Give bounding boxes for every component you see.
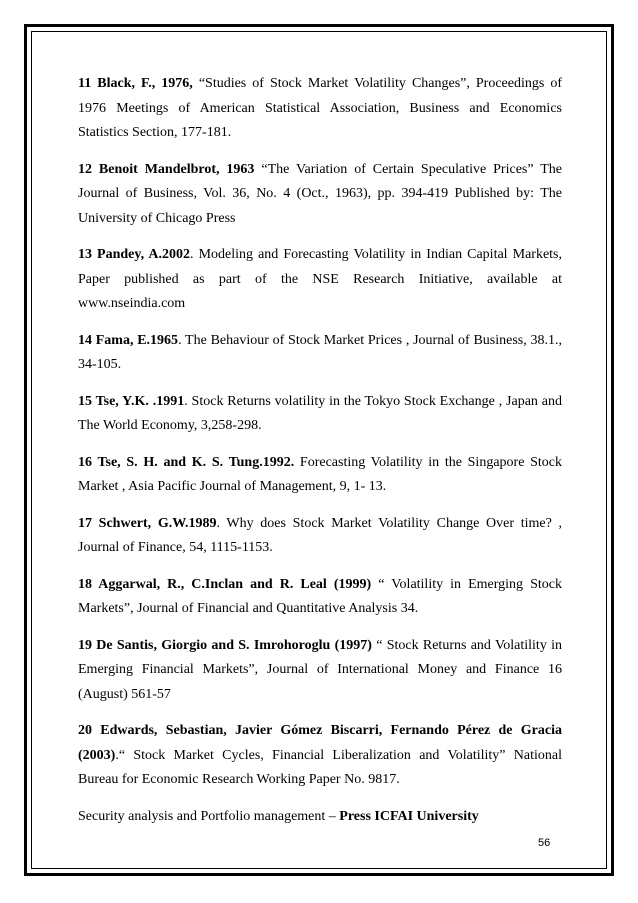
- reference-text: . The Behaviour of Stock Market Prices , Journal of Business, 38.1., 34-105.: [78, 332, 562, 372]
- reference-author: 16 Tse, S. H. and K. S. Tung.1992.: [78, 454, 295, 470]
- reference-author: 12 Benoit Mandelbrot, 1963: [78, 161, 255, 177]
- reference-18: [78, 573, 562, 622]
- reference-20: [78, 719, 562, 793]
- reference-text: . Why does Stock Market Volatility Change Over time? , Journal of Finance, 54, 1115-1153.: [78, 515, 562, 555]
- reference-author: 13 Pandey, A.2002: [78, 247, 191, 262]
- reference-text: .“ Stock Market Cycles, Financial Liberalization and Volatility” National Bureau for Economic Research Working Paper No. 9817.: [78, 747, 562, 787]
- reference-text: “ Stock Returns and Volatility in Emerging Financial Markets”, Journal of International Money and Finance 16 (August) 561-57: [78, 637, 562, 702]
- reference-author: 19 De Santis, Giorgio and S. Imrohoroglu (1997): [78, 637, 372, 653]
- reference-text: “The Variation of Certain Speculative Prices” The Journal of Business, Vol. 36, No. 4 (Oct., 1963), pp. 394-419 Published by: The University of Chicago Press: [78, 161, 562, 226]
- reference-16: [78, 451, 562, 500]
- reference-17: [78, 512, 562, 561]
- reference-19: [78, 634, 562, 708]
- footer-reference-text: Security analysis and Portfolio management –: [78, 808, 340, 824]
- reference-text: “Studies of Stock Market Volatility Changes”, Proceedings of 1976 Meetings of American Statistical Association, Business and Economics Statistics Section, 177-181.: [78, 76, 562, 140]
- reference-text: . Stock Returns volatility in the Tokyo Stock Exchange , Japan and The World Economy, 3,258-298.: [78, 393, 562, 433]
- reference-author: 20 Edwards, Sebastian, Javier Gómez Biscarri, Fernando Pérez de Gracia (2003): [78, 723, 562, 763]
- reference-13: [78, 243, 562, 317]
- reference-text: “ Volatility in Emerging Stock Markets”, Journal of Financial and Quantitative Analysis 34.: [78, 576, 562, 616]
- reference-11: [78, 72, 562, 146]
- footer-reference-publisher: Press ICFAI University: [339, 808, 479, 824]
- reference-text: Forecasting Volatility in the Singapore Stock Market , Asia Pacific Journal of Management, 9, 1- 13.: [78, 454, 562, 494]
- page-number: 56: [538, 837, 551, 849]
- reference-15: [78, 390, 562, 439]
- reference-author: 15 Tse, Y.K. .1991: [78, 393, 185, 409]
- references-list: [78, 72, 562, 841]
- reference-14: [78, 329, 562, 378]
- reference-12: [78, 158, 562, 232]
- footer-reference: [78, 805, 562, 830]
- reference-author: 18 Aggarwal, R., C.Inclan and R. Leal (1999): [78, 576, 372, 592]
- reference-author: 17 Schwert, G.W.1989: [78, 515, 217, 531]
- reference-author: 14 Fama, E.1965: [78, 332, 179, 348]
- reference-author: 11 Black, F., 1976,: [78, 76, 193, 91]
- reference-text: . Modeling and Forecasting Volatility in Indian Capital Markets, Paper published as part of the NSE Research Initiative, available at www.nseindia.com: [78, 247, 562, 311]
